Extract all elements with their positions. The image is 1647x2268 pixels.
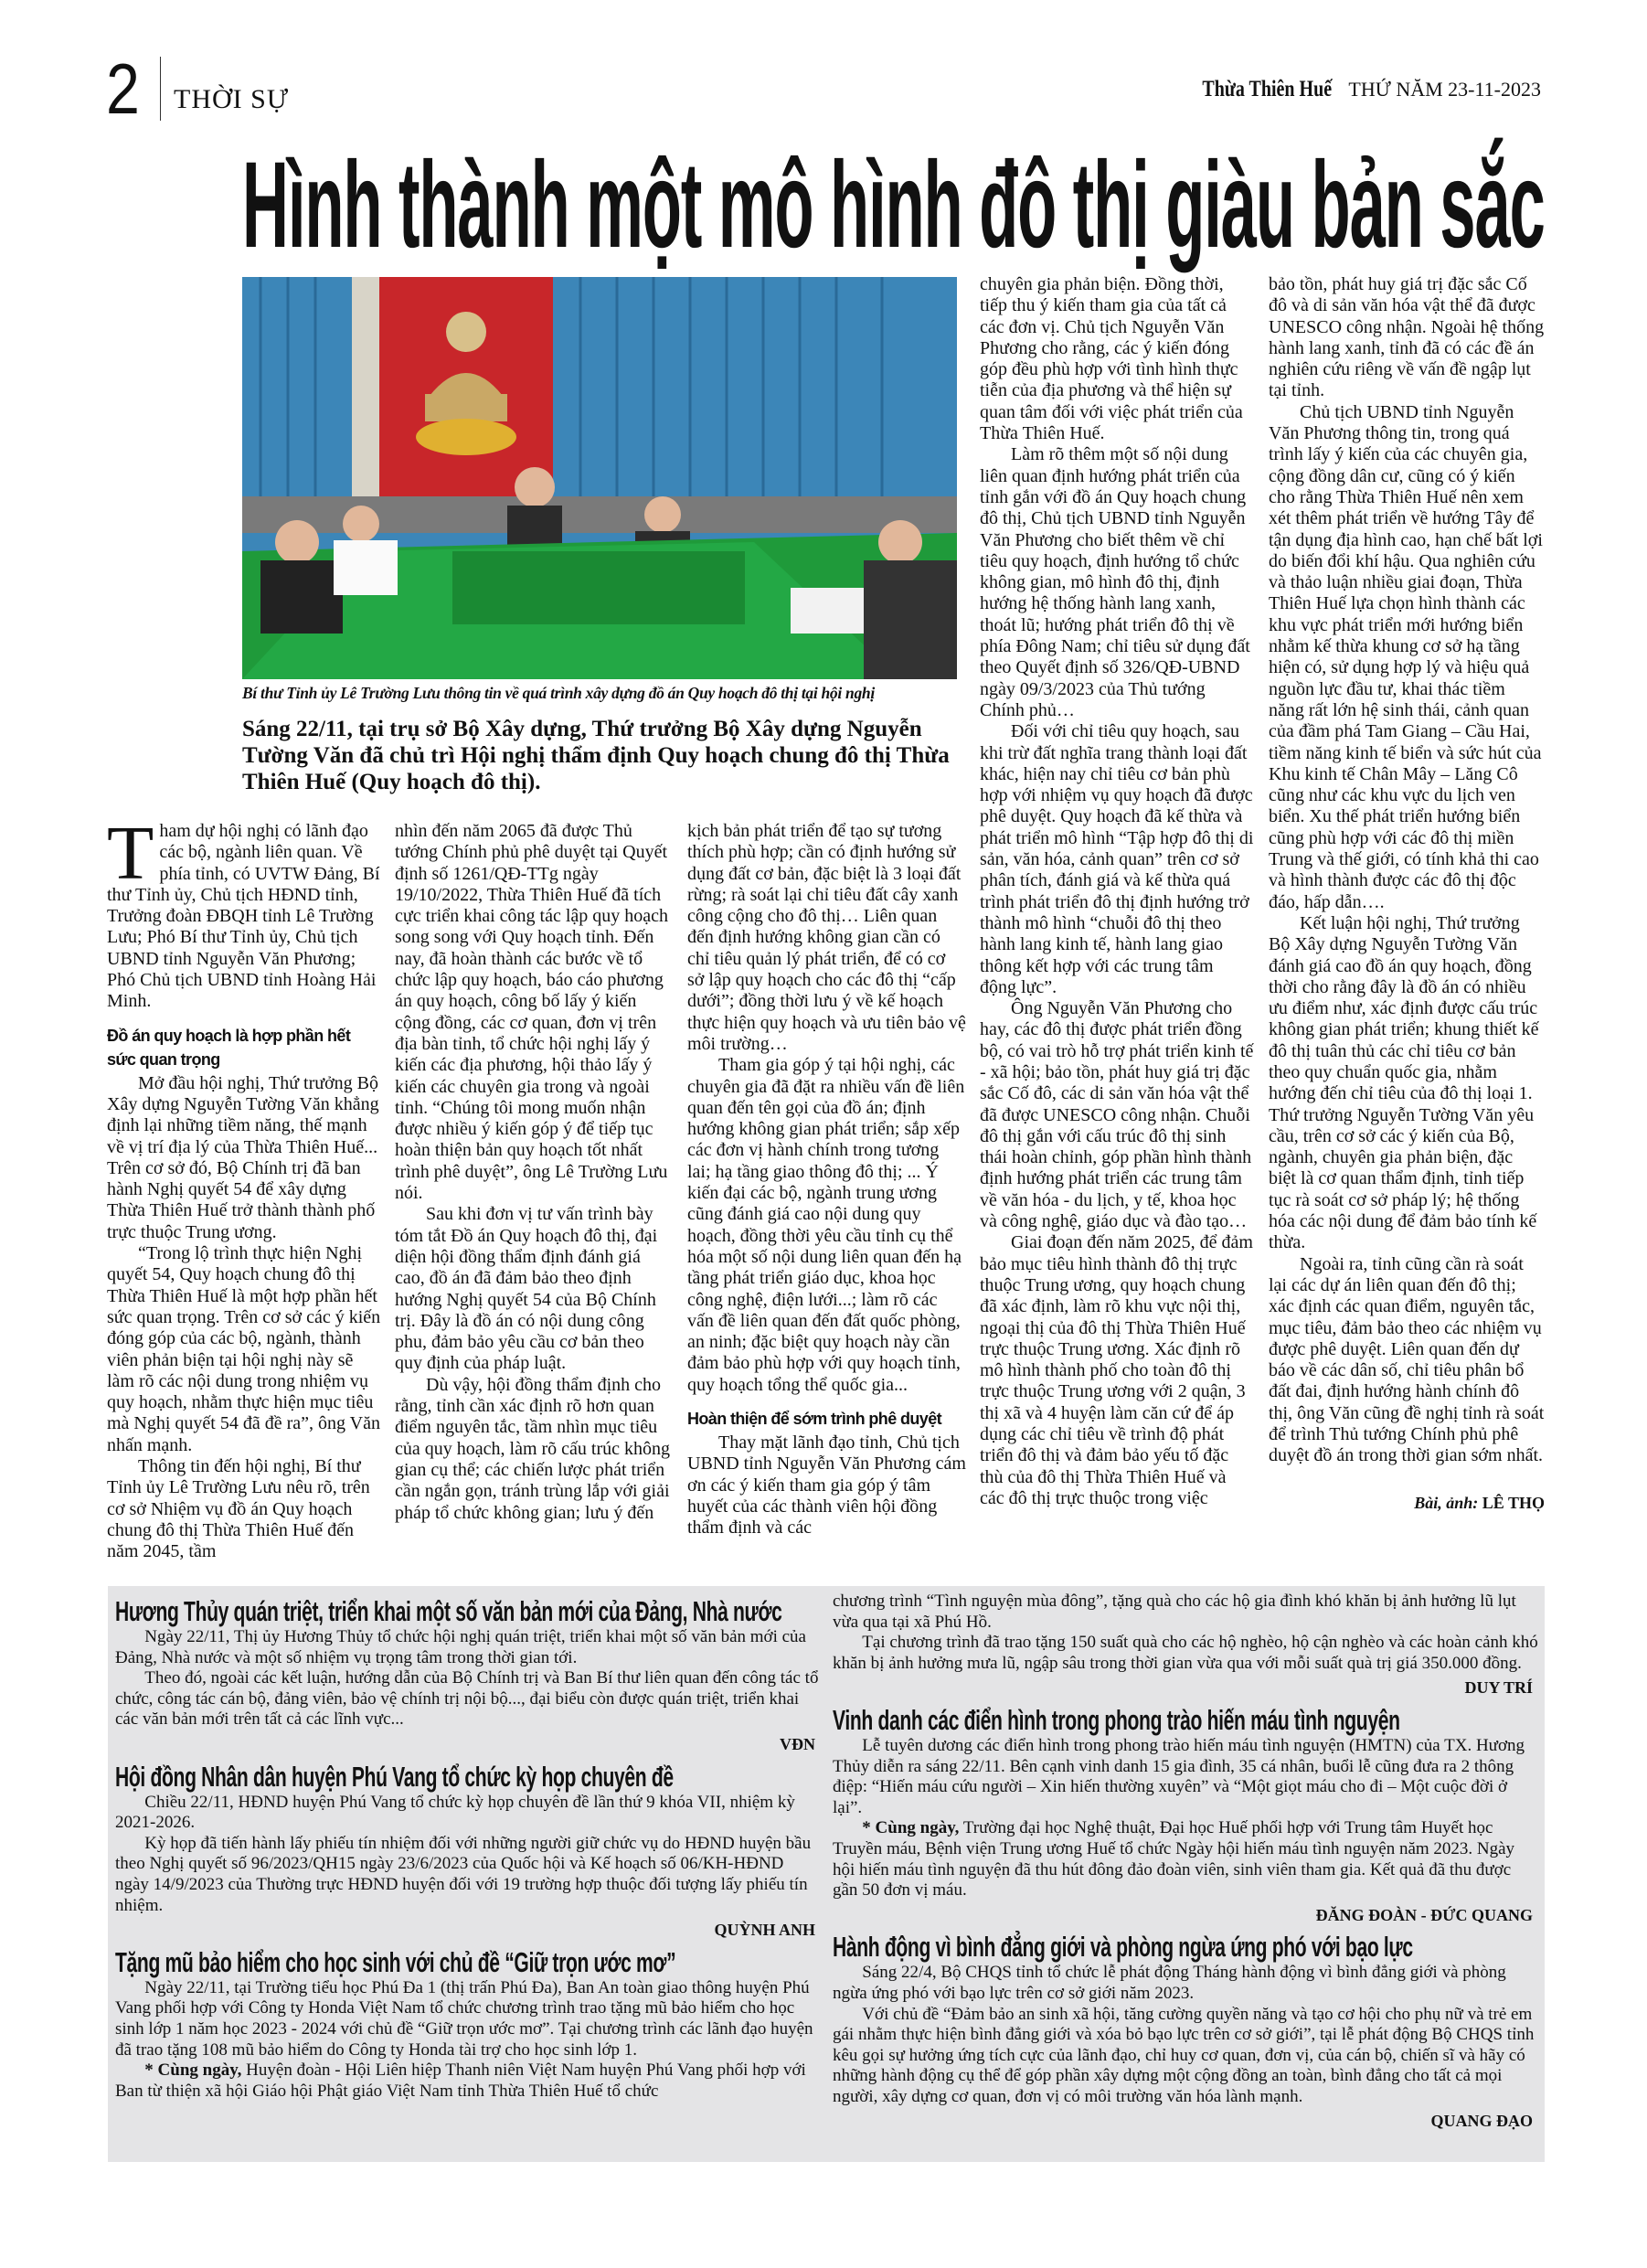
masthead xyxy=(1170,77,1541,102)
brief-paragraph xyxy=(833,1818,1538,1901)
brief-heading-wrap xyxy=(833,1704,1538,1736)
paragraph: kịch bản phát triển để tạo sự tương thích phù hợp; cần có định hướng sử dụng đất cơ bản, đặc biệt là 3 loại đất rừng; rà soát lại chỉ tiêu đất cây xanh công cộng cho đô thị… Liên quan đến định hướng không gian cần có chỉ tiêu quản lý phát triển, để có cơ sở lập quy hoạch cho các đô thị “cấp dưới”; đồng thời lưu ý về kế hoạch thực hiện quy hoạch và ưu tiên bảo vệ môi trường… xyxy=(687,821,966,1054)
brief-paragraph xyxy=(115,1834,821,1916)
brief-heading: Vinh danh các điển hình trong phong trào hiến máu tình nguyện xyxy=(833,1703,1400,1736)
article-column-2 xyxy=(395,821,674,1580)
briefs-right-column xyxy=(833,1592,1538,2137)
brief-paragraph xyxy=(833,2005,1538,2108)
paragraph-text: Lễ tuyên dương các điển hình trong phong trào hiến máu tình nguyện (HMTN) của TX. Hương Thủy diễn ra sáng 22/11. Bên cạnh vinh danh 15 gia đình, 35 cá nhân, buổi lễ cũng đưa ra 2 thông điệp: “Hiến máu cứu người – Xin hiến thường xuyên” và “Một giọt máu cho đi – Một cuộc đời ở lại”. xyxy=(833,1735,1525,1817)
paragraph-text: Kỳ họp đã tiến hành lấy phiếu tín nhiệm đối với những người giữ chức vụ do HĐND huyện bầu theo Nghị quyết số 96/2023/QH15 ngày 23/6/2023 của Quốc hội và Kế hoạch số 06/KH-HĐND ngày 14/9/2023 của Thường trực HĐND huyện đối với 19 trường hợp thuộc đối tượng lấy phiếu tín nhiệm. xyxy=(115,1833,812,1915)
article-column-5 xyxy=(1269,274,1545,1581)
headline-box xyxy=(242,137,1545,274)
paragraph-text: Chiều 22/11, HĐND huyện Phú Vang tổ chức kỳ họp chuyên đề lần thứ 9 khóa VII, nhiệm kỳ 2021-2026. xyxy=(115,1792,795,1833)
article-photo xyxy=(242,277,957,679)
paragraph: Dù vậy, hội đồng thẩm định cho rằng, tỉnh cần xác định rõ hơn quan điểm nguyên tắc, tầm nhìn mục tiêu của quy hoạch, làm rõ cấu trúc không gian cụ thể; các chiến lược phát triển cần ngắn gọn, tránh trùng lắp với giải pháp tổ chức không gian; lưu ý đến xyxy=(395,1374,671,1523)
byline-author: LÊ THỌ xyxy=(1482,1493,1545,1512)
paragraph: Thay mặt lãnh đạo tỉnh, Chủ tịch UBND tỉnh Nguyễn Văn Phương cám ơn các ý kiến tham gia góp ý tâm huyết của các thành viên hội đồng thẩm định và các xyxy=(687,1432,966,1539)
brief-paragraph xyxy=(833,1736,1538,1818)
paragraph-text: ham dự hội nghị có lãnh đạo các bộ, ngành liên quan. Về phía tỉnh, có UVTW Đảng, Bí thư Tỉnh ủy, Chủ tịch HĐND tỉnh, Trưởng đoàn ĐBQH tỉnh Lê Trường Lưu; Phó Bí thư Tỉnh ủy, Chủ tịch UBND tỉnh Nguyễn Văn Phương; Phó Chủ tịch UBND tỉnh Hoàng Hải Minh. xyxy=(107,821,380,1012)
brief-paragraph xyxy=(115,2060,821,2102)
paragraph: Kết luận hội nghị, Thứ trưởng Bộ Xây dựng Nguyễn Tường Văn đánh giá cao đồ án quy hoạch, đồng thời cho rằng đây là đồ án có nhiều ưu điểm như, xác định được cấu trúc không gian phát triển; khung thiết kế đô thị tuân thủ các chỉ tiêu cơ bản theo quy chuẩn quốc gia, nhằm hướng đến chỉ tiêu của đô thị loại 1. Thứ trưởng Nguyễn Tường Văn yêu cầu, trên cơ sở các ý kiến của Bộ, ngành, chuyên gia phản biện, đặc biệt là cơ quan thẩm định, tỉnh tiếp tục rà soát cơ sở pháp lý; hệ thống hóa các nội dung để đảm bảo tính kế thừa. xyxy=(1269,912,1539,1253)
paragraph-lead: * Cùng ngày, xyxy=(144,2060,242,2081)
brief-heading-wrap xyxy=(115,1946,821,1978)
article-column-3 xyxy=(687,821,966,1580)
byline xyxy=(1269,1493,1545,1514)
brief-paragraph xyxy=(833,1633,1538,1674)
paragraph: nhìn đến năm 2065 đã được Thủ tướng Chính phủ phê duyệt tại Quyết định số 1261/QĐ-TTg ngày 19/10/2022, Thừa Thiên Huế đã tích cực triển khai công tác lập quy hoạch song song với Quy hoạch tỉnh. Đến nay, đã hoàn thành các bước về tổ chức lập quy hoạch, báo cáo phương án quy hoạch, công bố lấy ý kiến cộng đồng, các cơ quan, đơn vị trên địa bàn tỉnh, tổ chức hội nghị lấy ý kiến các địa phương, hội thảo lấy ý kiến các chuyên gia trong và ngoài tỉnh. “Chúng tôi mong muốn nhận được nhiều ý kiến góp ý để tiếp tục hoàn thiện bản quy hoạch tốt nhất trình phê duyệt”, ông Lê Trường Lưu nói. xyxy=(395,821,669,1204)
brief-heading: Hương Thủy quán triệt, triển khai một số văn bản mới của Đảng, Nhà nước xyxy=(115,1595,782,1627)
brief-paragraph xyxy=(115,1978,821,2060)
paragraph-text: Sáng 22/4, Bộ CHQS tỉnh tổ chức lễ phát động Tháng hành động vì bình đẳng giới và phòng ngừa ứng phó với bạo lực trên cơ sở giới năm 2023. xyxy=(833,1963,1506,2003)
paragraph: Ngoài ra, tỉnh cũng cần rà soát lại các dự án liên quan đến đô thị; xác định các quan điểm, nguyên tắc, mục tiêu, đảm bảo theo các nhiệm vụ được phê duyệt. Liên quan đến dự báo về các dân số, chỉ tiêu phân bổ đất đai, định hướng hành chính đô thị, ông Văn cũng đề nghị tỉnh rà soát để trình Thủ tướng Chính phủ phê duyệt đồ án trong thời gian sớm nhất. xyxy=(1269,1253,1545,1466)
brief-heading-wrap xyxy=(115,1761,821,1793)
article-column-1 xyxy=(107,821,381,1580)
brief-paragraph xyxy=(833,1592,1538,1633)
paragraph-text: Huyện đoàn - Hội Liên hiệp Thanh niên Việt Nam huyện Phú Vang phối hợp với Ban từ thiện xã hội Giáo hội Phật giáo Việt Nam tỉnh Thừa Thiên Huế tổ chức xyxy=(115,2060,806,2101)
headline: Hình thành một mô hình đô thị giàu bản sắc xyxy=(242,137,1545,273)
paragraph: “Trong lộ trình thực hiện Nghị quyết 54, Quy hoạch chung đô thị Thừa Thiên Huế là một hợp phần hết sức quan trọng. Trên cơ sở các ý kiến đóng góp của các bộ, ngành, thành viên phản biện tại hội nghị này sẽ làm rõ các nội dung trong nhiệm vụ quy hoạch, nhằm thực hiện mục tiêu mà Nghị quyết 54 đã đề ra”, ông Văn nhấn mạnh. xyxy=(107,1243,381,1455)
brief-byline: QUANG ĐẠO xyxy=(1430,2112,1533,2131)
paragraph: Chủ tịch UBND tỉnh Nguyễn Văn Phương thông tin, trong quá trình lấy ý kiến của các chuyên gia, cộng đồng dân cư, cũng có ý kiến cho rằng Thừa Thiên Huế nên xem xét thêm phát triển về hướng Tây để tận dụng địa hình cao, hạn chế bất lợi do biến đổi khí hậu. Qua nghiên cứu và thảo luận nhiều giai đoạn, Thừa Thiên Huế lựa chọn hình thành các khu vực phát triển mới hướng biển nhằm kế thừa khung cơ sở hạ tầng hiện có, sử dụng hợp lý và hiệu quả nguồn lực đầu tư, khai thác tiềm năng rất lớn hệ sinh thái, cảnh quan của đầm phá Tam Giang – Cầu Hai, tiềm năng kinh tế biển và sức hút của Khu kinh tế Chân Mây – Lăng Cô cũng như các khu vực du lịch ven biển. Xu thế phát triển hướng biển cũng phù hợp với các đô thị miền Trung và thế giới, có tính khả thi cao và hình thành được các đô thị độc đáo, hấp dẫn…. xyxy=(1269,401,1543,912)
paragraph-text: Theo đó, ngoài các kết luận, hướng dẫn của Bộ Chính trị và Ban Bí thư liên quan đến công tác tổ chức, công tác cán bộ, đảng viên, bảo vệ chính trị nội bộ..., đại biểu còn được quán triệt, triển khai các văn bản mới trên tất cả các lĩnh vực... xyxy=(115,1668,819,1730)
paragraph xyxy=(107,821,381,1013)
paragraph-text: chương trình “Tình nguyện mùa đông”, tặng quà cho các hộ gia đình khó khăn bị ảnh hưởng lũ lụt vừa qua tại xã Phú Hồ. xyxy=(833,1592,1516,1632)
brief-byline: QUỲNH ANH xyxy=(714,1921,815,1940)
paragraph: Ông Nguyễn Văn Phương cho hay, các đô thị được phát triển đồng bộ, có vai trò hỗ trợ phát triển kinh tế - xã hội; bảo tồn, phát huy giá trị đặc sắc Cố đô, các di sản văn hóa vật thể đã được UNESCO công nhận. Chuỗi đô thị gắn với cấu trúc đô thị sinh thái hoàn chỉnh, góp phần hình thành định hướng phát triển các trung tâm về văn hóa - du lịch, y tế, khoa học và công nghệ, giáo dục và đào tạo… xyxy=(980,998,1254,1232)
paragraph: Đối với chỉ tiêu quy hoạch, sau khi trừ đất nghĩa trang thành loại đất khác, hiện nay chỉ tiêu cơ bản phù hợp với nhiệm vụ quy hoạch đã được phê duyệt. Quy hoạch đã kế thừa và phát triển mô hình “Tập hợp đô thị di sản, văn hóa, cảnh quan” trên cơ sở phân tích, đánh giá và kế thừa quá trình phát triển đô thị định hướng trở thành mô hình “chuỗi đô thị theo hành lang kinh tế, hành lang giao thông kết hợp với các trung tâm động lực”. xyxy=(980,721,1254,997)
drop-cap: T xyxy=(107,821,154,896)
brief-heading: Hội đồng Nhân dân huyện Phú Vang tổ chức kỳ họp chuyên đề xyxy=(115,1760,674,1793)
paragraph-text: Ngày 22/11, Thị ủy Hương Thủy tổ chức hội nghị quán triệt, triển khai một số văn bản mới của Đảng, Nhà nước và một số nhiệm vụ trọng tâm trong thời gian tới. xyxy=(115,1627,806,1667)
header-divider xyxy=(160,57,161,121)
paragraph-text: Với chủ đề “Đảm bảo an sinh xã hội, tăng cường quyền năng và tạo cơ hội cho phụ nữ và trẻ em gái nhằm thực hiện bình đẳng giới và xóa bỏ bạo lực trên cơ sở giới”, tại lễ phát động Bộ CHQS tỉnh kêu gọi sự hưởng ứng tích cực của lãnh đạo, chỉ huy cơ quan, đơn vị, của cán bộ, chiến sĩ và hãy có những hành động cụ thể để góp phần xây dựng một cộng đồng an toàn, bình đẳng cho tất cả mọi người, xây dựng cơ quan, đơn vị có môi trường văn hóa lành mạnh. xyxy=(833,2004,1535,2106)
brief-paragraph xyxy=(115,1668,821,1730)
brief-paragraph xyxy=(833,1963,1538,2004)
paragraph: bảo tồn, phát huy giá trị đặc sắc Cố đô và di sản văn hóa vật thể đã được UNESCO công nhận. Ngoài hệ thống hành lang xanh, tỉnh đã có các đề án nghiên cứu riêng về vấn đề ngập lụt tại tỉnh. xyxy=(1269,274,1545,401)
byline-label: Bài, ảnh: xyxy=(1414,1493,1479,1512)
news-briefs-box xyxy=(108,1586,1545,2162)
page-number: 2 xyxy=(106,48,140,129)
brief-byline: VĐN xyxy=(780,1734,815,1753)
brief-byline: DUY TRÍ xyxy=(1464,1678,1533,1698)
paragraph: Mở đầu hội nghị, Thứ trưởng Bộ Xây dựng Nguyễn Tường Văn khẳng định lại những tiềm năng, thế mạnh về vị trí địa lý của Thừa Thiên Huế... Trên cơ sở đó, Bộ Chính trị đã ban hành Nghị quyết 54 để xây dựng Thừa Thiên Huế trở thành thành phố trực thuộc Trung ương. xyxy=(107,1072,379,1242)
subheading: Hoàn thiện để sớm trình phê duyệt xyxy=(687,1410,942,1429)
paragraph-text: Ngày 22/11, tại Trường tiểu học Phú Đa 1 (thị trấn Phú Đa), Ban An toàn giao thông huyện Phú Vang phối hợp với Công ty Honda Việt Nam tổ chức chương trình trao tặng mũ bảo hiểm cho học sinh lớp 1 năm học 2023 - 2024 với chủ đề “Giữ trọn ước mơ”. Tại chương trình các lãnh đạo huyện đã trao tặng 108 mũ bảo hiểm do Công ty Honda tài trợ cho học sinh lớp 1. xyxy=(115,1977,813,2060)
paragraph: Giai đoạn đến năm 2025, để đảm bảo mục tiêu hình thành đô thị trực thuộc Trung ương, quy hoạch chung đã xác định, làm rõ khu vực nội thị, ngoại thị của đô thị Thừa Thiên Huế trực thuộc Trung ương. Xác định rõ mô hình thành phố cho toàn đô thị trực thuộc Trung ương với 2 quận, 3 thị xã và 4 huyện làm căn cứ để áp dụng các chỉ tiêu về trình độ phát triển đô thị và đảm bảo yếu tố đặc thù của đô thị Thừa Thiên Huế và các đô thị trực thuộc trong việc xyxy=(980,1232,1253,1508)
paper-name: Thừa Thiên Huế xyxy=(1202,77,1333,101)
brief-heading: Tặng mũ bảo hiểm cho học sinh với chủ đề “Giữ trọn ước mơ” xyxy=(115,1945,676,1978)
paragraph: Sau khi đơn vị tư vấn trình bày tóm tắt Đồ án Quy hoạch đô thị, đại diện hội đồng thẩm định đánh giá cao, đồ án đã đảm bảo theo định hướng Nghị quyết 54 của Bộ Chính trị. Đây là đồ án có nội dung công phu, đảm bảo yêu cầu cơ bản theo quy định của pháp luật. xyxy=(395,1204,658,1374)
brief-paragraph xyxy=(115,1627,821,1668)
issue-date: THỨ NĂM 23-11-2023 xyxy=(1348,78,1541,101)
briefs-left-column xyxy=(115,1592,821,2102)
brief-heading-wrap xyxy=(115,1595,821,1627)
paragraph-lead: * Cùng ngày, xyxy=(862,1818,960,1838)
photo-caption: Bí thư Tỉnh ủy Lê Trường Lưu thông tin về quá trình xây dựng đồ án Quy hoạch đô thị tại hội nghị xyxy=(242,684,875,702)
paragraph-text: Tại chương trình đã trao tặng 150 suất quà cho các hộ nghèo, hộ cận nghèo và các hoàn cảnh khó khăn bị ảnh hưởng mưa lũ, ngập sâu trong thời gian vừa qua với mỗi suất quà trị giá 350.000 đồng. xyxy=(833,1633,1538,1673)
subheading: Đồ án quy hoạch là hợp phần hết sức quan trọng xyxy=(107,1026,351,1069)
paragraph: Tham gia góp ý tại hội nghị, các chuyên gia đã đặt ra nhiều vấn đề liên quan đến tên gọi của đồ án; định hướng không gian phát triển; sắp xếp các đơn vị hành chính trong tương lai; hạ tầng giao thông đô thị; ... Ý kiến đại các bộ, ngành trung ương cũng đánh giá cao nội dung quy hoạch, đồng thời yêu cầu tỉnh cụ thể hóa một số nội dung liên quan đến hạ tầng phát triển giáo dục, khoa học công nghệ, điện lưới...; làm rõ các vấn đề liên quan đến đất quốc phòng, an ninh; đặc biệt quy hoạch này cần đảm bảo phù hợp với quy hoạch tỉnh, quy hoạch tổng thể quốc gia... xyxy=(687,1055,965,1395)
paragraph: Làm rõ thêm một số nội dung liên quan định hướng phát triển của tỉnh gắn với đồ án Quy hoạch chung đô thị, Chủ tịch UBND tỉnh Nguyễn Văn Phương cho biết thêm về chỉ tiêu quy hoạch, định hướng tổ chức không gian, mô hình đô thị, định hướng hệ thống hành lang xanh, thoát lũ; hướng phát triển đô thị về phía Đông Nam; chỉ tiêu sử dụng đất theo Quyết định số 326/QĐ-UBND ngày 09/3/2023 của Thủ tướng Chính phủ… xyxy=(980,444,1250,720)
brief-heading: Hành động vì bình đẳng giới và phòng ngừa ứng phó với bạo lực xyxy=(833,1931,1413,1964)
brief-heading-wrap xyxy=(833,1931,1538,1963)
brief-byline: ĐĂNG ĐOÀN - ĐỨC QUANG xyxy=(1315,1905,1533,1924)
paragraph-text: Trường đại học Nghệ thuật, Đại học Huế phối hợp với Trung tâm Huyết học Truyền máu, Bệnh viện Trung ương Huế tổ chức Ngày hội hiến máu tình nguyện năm 2023. Ngày hội hiến máu tình nguyện đã thu hút đông đảo đoàn viên, sinh viên tham gia. Kết quả đã thu được gần 50 đơn vị máu. xyxy=(833,1818,1515,1901)
article-lede: Sáng 22/11, tại trụ sở Bộ Xây dựng, Thứ trưởng Bộ Xây dựng Nguyễn Tường Văn đã chủ trì Hội nghị thẩm định Quy hoạch chung đô thị Thừa Thiên Huế (Quy hoạch đô thị). xyxy=(242,717,950,794)
paragraph: chuyên gia phản biện. Đồng thời, tiếp thu ý kiến tham gia của tất cả các đơn vị. Chủ tịch Nguyễn Văn Phương cho rằng, các ý kiến đóng góp đều phù hợp với tình hình thực tiễn của địa phương và thể hiện sự quan tâm đối với việc phát triển của Thừa Thiên Huế. xyxy=(980,274,1243,444)
section-label: THỜI SỰ xyxy=(174,84,290,114)
brief-paragraph xyxy=(115,1793,821,1834)
article-column-4 xyxy=(980,274,1254,1572)
paragraph: Thông tin đến hội nghị, Bí thư Tỉnh ủy Lê Trường Lưu nêu rõ, trên cơ sở Nhiệm vụ đồ án Quy hoạch chung đô thị Thừa Thiên Huế đến năm 2045, tầm xyxy=(107,1456,370,1562)
